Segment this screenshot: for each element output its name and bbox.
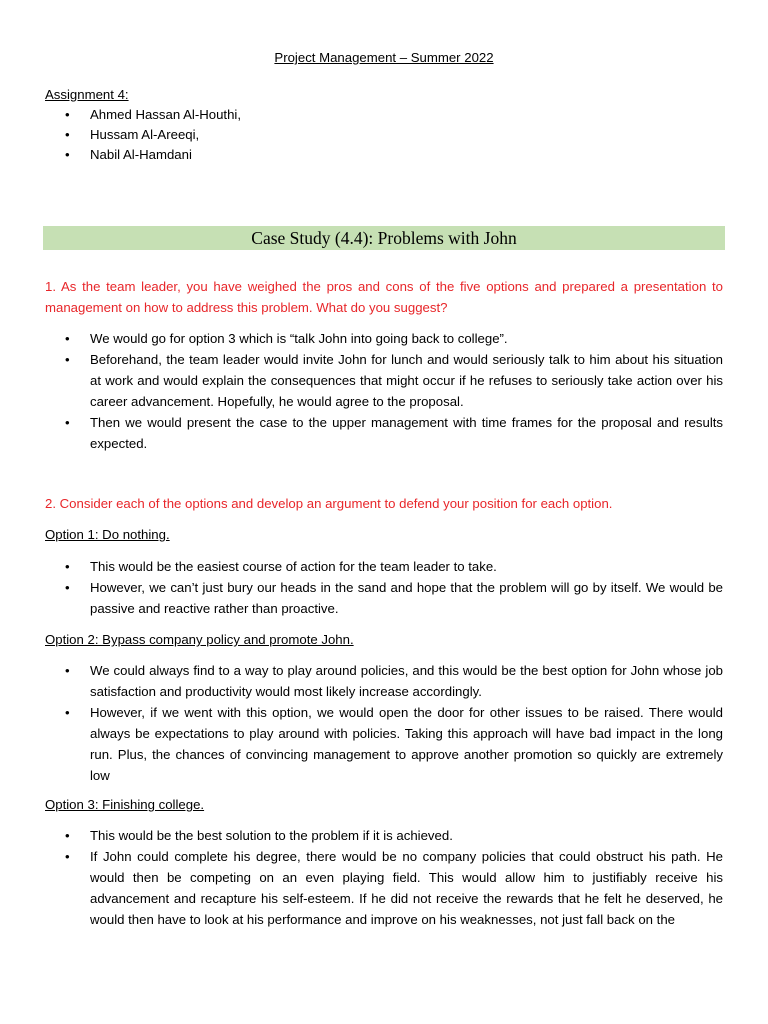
bullet-icon: • xyxy=(65,127,70,142)
question-1: 1. As the team leader, you have weighed the pros and cons of the five options and prepared a presentation to management on how to address this problem. What do you suggest? xyxy=(45,279,723,315)
answer-text: Beforehand, the team leader would invite John for lunch and would seriously talk to him about his situation at work and would explain the consequences that might occur if he refuses to seriously take action over his career advancement. Hopefully, he would agree to the proposal. xyxy=(90,352,723,409)
option-3-heading: Option 3: Finishing college. xyxy=(45,797,205,812)
list-item xyxy=(45,144,241,164)
list-item xyxy=(45,556,723,577)
bullet-icon: • xyxy=(65,559,70,574)
point-text: If John could complete his degree, there would be no company policies that could obstruct his path. He would then be competing on an even playing field. This would allow him to justifiably receive his advancement and recapture his self-esteem. If he did not receive the rewards that he felt he deserved, he would then have to look at his performance and improve on his weaknesses, not just fall back on the xyxy=(90,849,723,927)
answer-text: We would go for option 3 which is “talk John into going back to college”. xyxy=(90,331,508,346)
list-item xyxy=(45,412,723,454)
team-members-list xyxy=(45,104,241,164)
bullet-icon: • xyxy=(65,663,70,678)
member-name: Nabil Al-Hamdani xyxy=(90,147,192,162)
point-text: This would be the best solution to the problem if it is achieved. xyxy=(90,828,453,843)
list-item xyxy=(45,825,723,846)
question-2: 2. Consider each of the options and develop an argument to defend your position for each option. xyxy=(45,496,613,511)
point-text: However, we can’t just bury our heads in the sand and hope that the problem will go by itself. We would be passive and reactive rather than proactive. xyxy=(90,580,723,616)
list-item xyxy=(45,349,723,412)
list-item xyxy=(45,702,723,786)
point-text: However, if we went with this option, we would open the door for other issues to be raised. There would always be expectations to play around with policies. Taking this approach will have bad impact in the long run. Plus, the chances of convincing management to approve another promotion so quickly are extremely low xyxy=(90,705,723,783)
bullet-icon: • xyxy=(65,147,70,162)
list-item xyxy=(45,124,241,144)
bullet-icon: • xyxy=(65,352,70,367)
bullet-icon: • xyxy=(65,828,70,843)
bullet-icon: • xyxy=(65,580,70,595)
option-2-heading: Option 2: Bypass company policy and promote John. xyxy=(45,632,354,647)
option-1-points xyxy=(45,556,723,619)
list-item xyxy=(45,846,723,930)
bullet-icon: • xyxy=(65,415,70,430)
option-3-points xyxy=(45,825,723,930)
bullet-icon: • xyxy=(65,107,70,122)
member-name: Hussam Al-Areeqi, xyxy=(90,127,200,142)
assignment-heading: Assignment 4: xyxy=(45,87,129,102)
document-title: Project Management – Summer 2022 xyxy=(274,50,494,65)
question-1-answers xyxy=(45,328,723,454)
member-name: Ahmed Hassan Al-Houthi, xyxy=(90,107,241,122)
bullet-icon: • xyxy=(65,849,70,864)
answer-text: Then we would present the case to the upper management with time frames for the proposal and results expected. xyxy=(90,415,723,451)
point-text: This would be the easiest course of action for the team leader to take. xyxy=(90,559,497,574)
list-item xyxy=(45,328,723,349)
case-study-banner: Case Study (4.4): Problems with John xyxy=(43,226,725,250)
list-item xyxy=(45,660,723,702)
option-2-points xyxy=(45,660,723,786)
point-text: We could always find to a way to play around policies, and this would be the best option for John whose job satisfaction and productivity would most likely increase accordingly. xyxy=(90,663,723,699)
list-item xyxy=(45,577,723,619)
bullet-icon: • xyxy=(65,331,70,346)
bullet-icon: • xyxy=(65,705,70,720)
option-1-heading: Option 1: Do nothing. xyxy=(45,527,170,542)
list-item xyxy=(45,104,241,124)
